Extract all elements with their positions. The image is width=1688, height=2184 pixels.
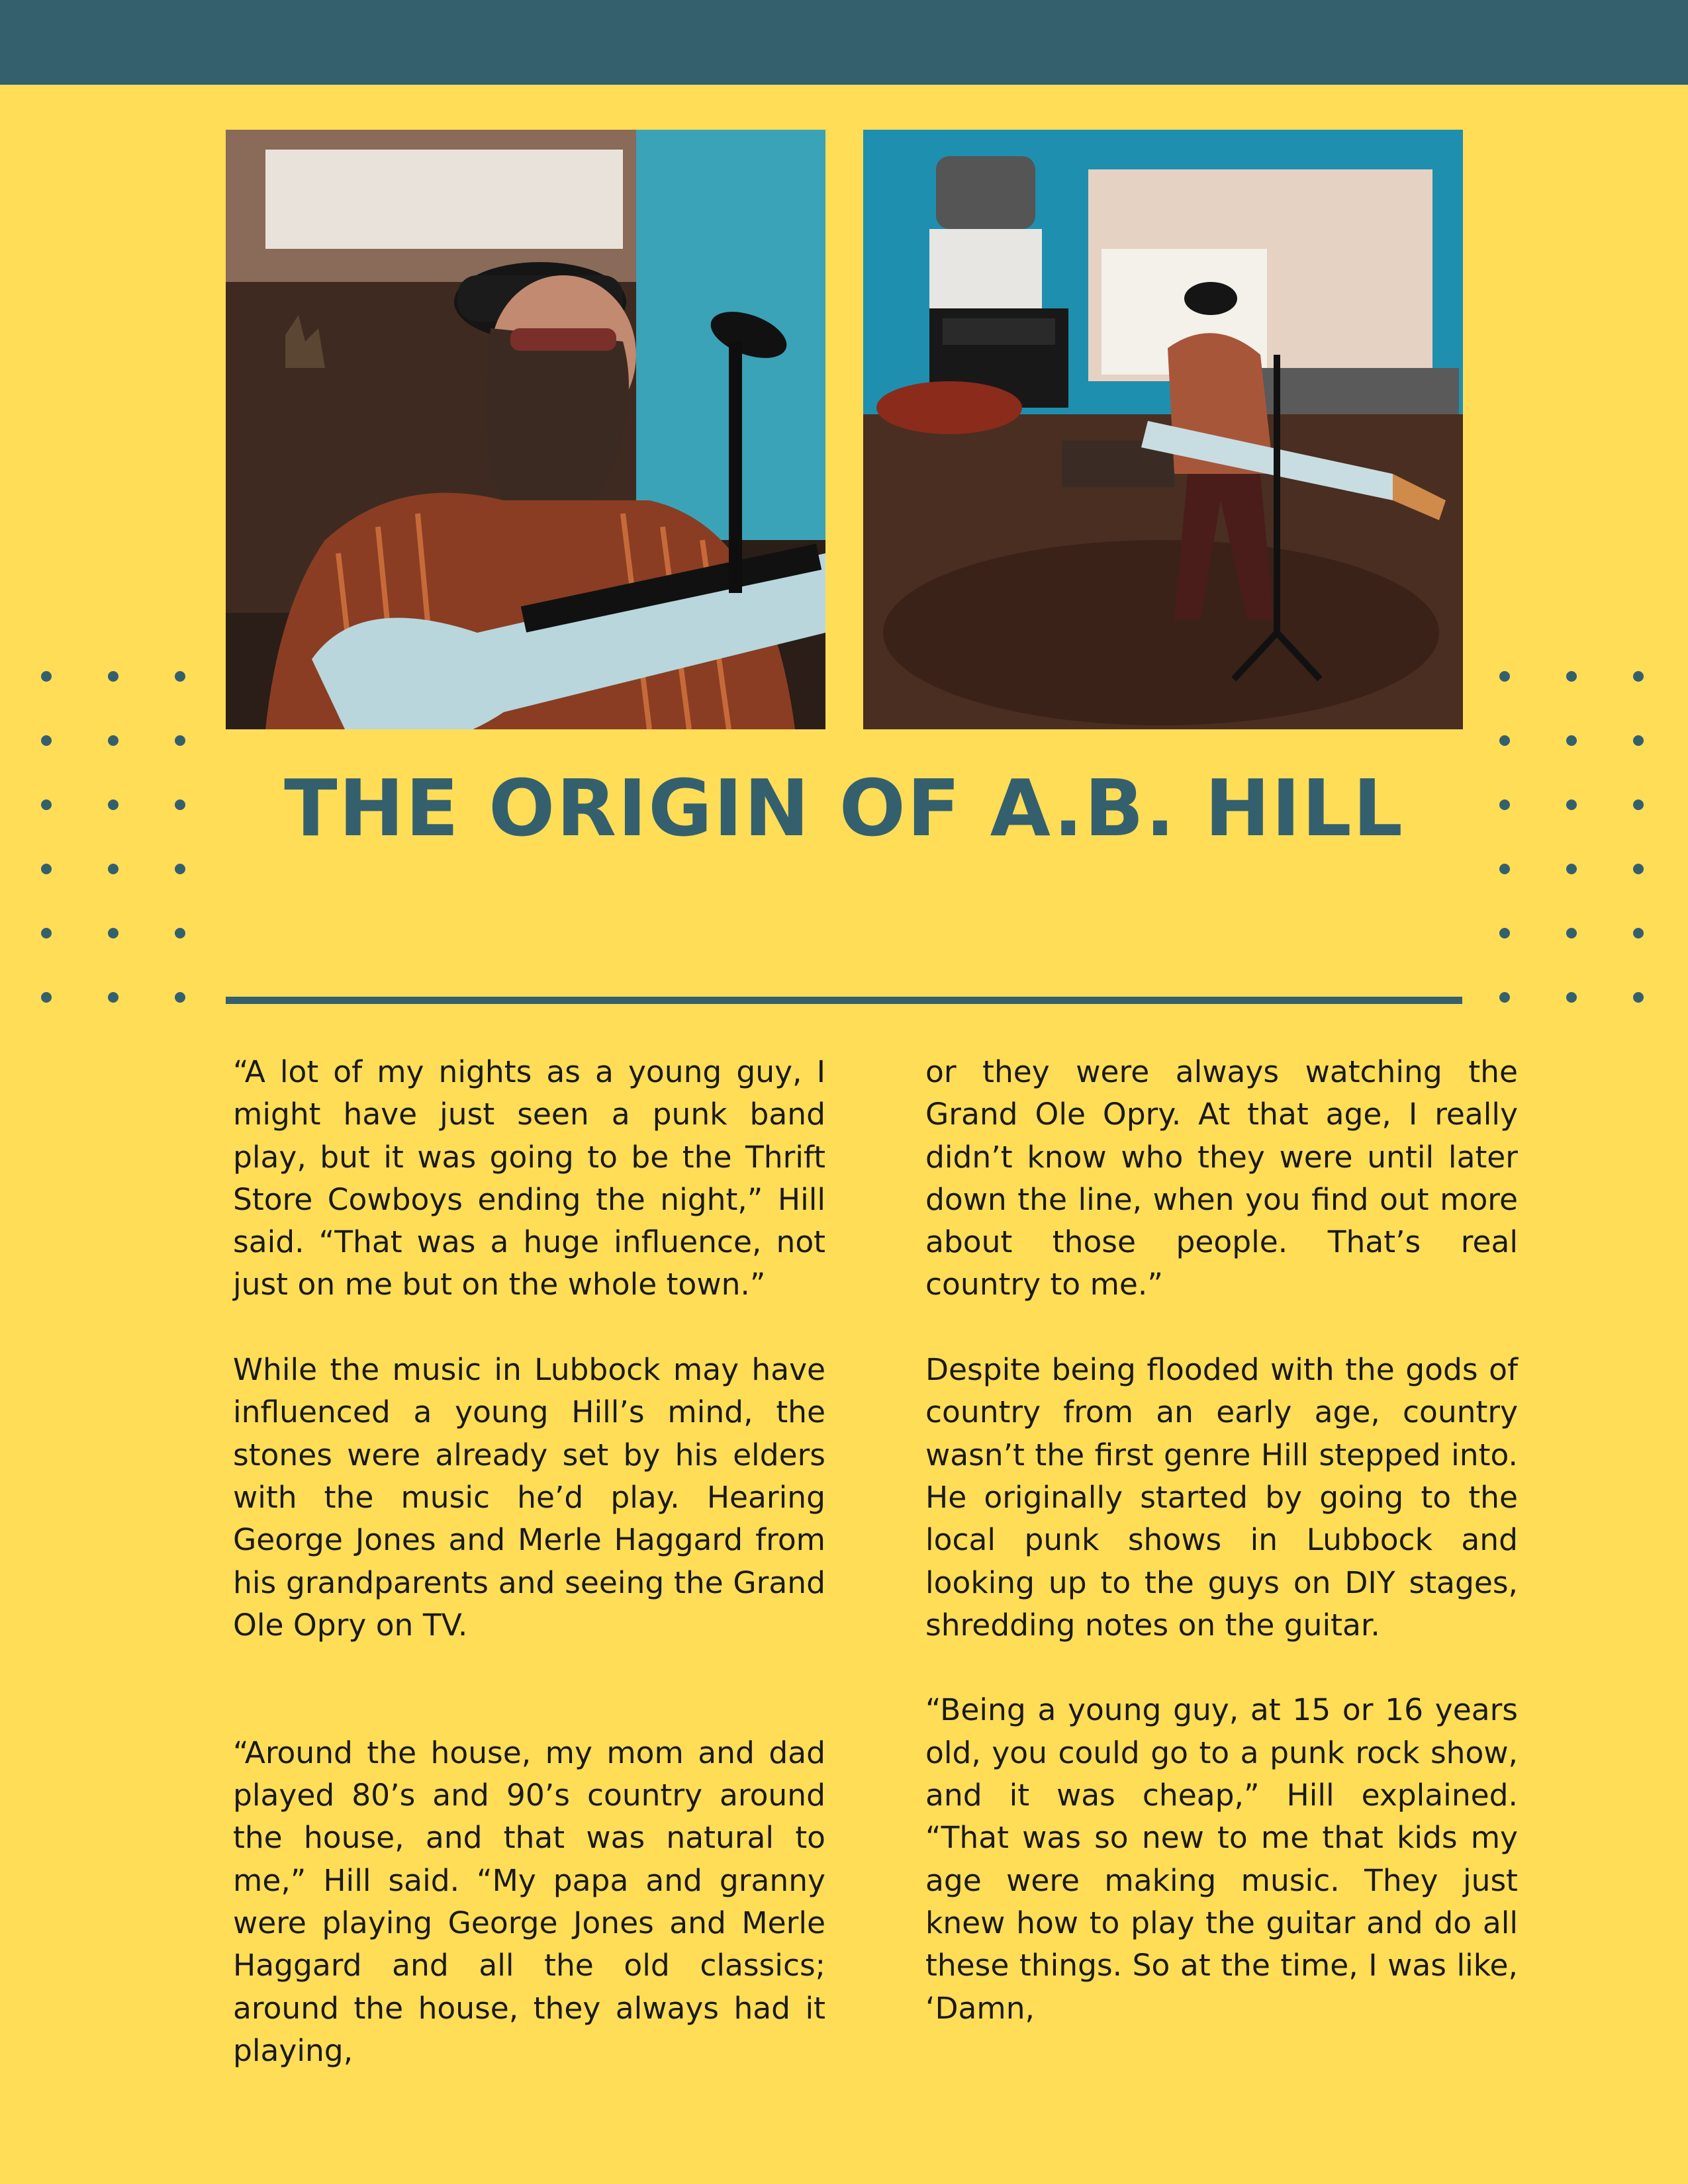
decorative-dot bbox=[108, 735, 118, 746]
paragraph: Despite being flooded with the gods of country from an early age, country wasn’t the first genre Hill stepped into. He originally started by going to the local punk shows in Lubbock and looking up to the guys on DIY stages, shredding notes on the guitar. bbox=[925, 1352, 1518, 1643]
decorative-dot bbox=[1633, 735, 1644, 746]
decorative-dot bbox=[41, 992, 52, 1003]
decorative-dot bbox=[1566, 928, 1577, 938]
decorative-dot bbox=[108, 671, 118, 682]
decorative-dot bbox=[108, 799, 118, 810]
decorative-dot bbox=[1499, 928, 1510, 938]
article-column-left bbox=[233, 1051, 825, 2072]
photo-musician-studio bbox=[863, 130, 1463, 729]
decorative-dot bbox=[1499, 992, 1510, 1003]
decorative-dot bbox=[1566, 799, 1577, 810]
decorative-dot bbox=[175, 864, 185, 874]
decorative-dot bbox=[108, 992, 118, 1003]
decorative-dot bbox=[1499, 735, 1510, 746]
decorative-dot bbox=[41, 864, 52, 874]
decorative-dot bbox=[1633, 799, 1644, 810]
decorative-dot-grid-left bbox=[41, 671, 187, 1002]
decorative-dot bbox=[108, 928, 118, 938]
decorative-dot bbox=[1633, 928, 1644, 938]
decorative-dot bbox=[41, 671, 52, 682]
decorative-dot bbox=[1566, 735, 1577, 746]
paragraph: “Being a young guy, at 15 or 16 years old, you could go to a punk rock show, and it was cheap,” Hill explained. “That was so new to me that kids my age were making music. They just knew how to play the guitar and do all these things. So at the time, I was like, ‘Damn, bbox=[925, 1692, 1518, 2026]
decorative-dot bbox=[1566, 864, 1577, 874]
decorative-dot bbox=[1499, 864, 1510, 874]
decorative-dot bbox=[1633, 671, 1644, 682]
decorative-dot-grid-right bbox=[1499, 671, 1645, 1002]
decorative-dot bbox=[41, 799, 52, 810]
decorative-dot bbox=[1633, 864, 1644, 874]
paragraph: “Around the house, my mom and dad played 80’s and 90’s country around the house, and that was natural to me,” Hill said. “My papa and granny were playing George Jones and Merle Haggard and all the old classics; around the house, they always had it playing, bbox=[233, 1735, 825, 2068]
decorative-dot bbox=[175, 799, 185, 810]
decorative-dot bbox=[41, 735, 52, 746]
paragraph: or they were always watching the Grand Ole Opry. At that age, I really didn’t know who they were until later down the line, when you find out more about those people. That’s real country to me.” bbox=[925, 1054, 1518, 1302]
decorative-dot bbox=[1499, 671, 1510, 682]
decorative-dot bbox=[175, 928, 185, 938]
paragraph: While the music in Lubbock may have influenced a young Hill’s mind, the stones were already set by his elders with the music he’d play. Hearing George Jones and Merle Haggard from his grandparents and seeing the Grand Ole Opry on TV. bbox=[233, 1352, 825, 1643]
paragraph: “A lot of my nights as a young guy, I might have just seen a punk band play, but it was going to be the Thrift Store Cowboys ending the night,” Hill said. “That was a huge influence, not just on me but on the whole town.” bbox=[233, 1054, 825, 1302]
decorative-dot bbox=[1633, 992, 1644, 1003]
top-banner bbox=[0, 0, 1688, 85]
decorative-dot bbox=[41, 928, 52, 938]
decorative-dot bbox=[1566, 992, 1577, 1003]
photo-guitarist-closeup bbox=[226, 130, 825, 729]
title-divider bbox=[226, 997, 1462, 1004]
decorative-dot bbox=[175, 735, 185, 746]
decorative-dot bbox=[175, 992, 185, 1003]
decorative-dot bbox=[108, 864, 118, 874]
decorative-dot bbox=[1499, 799, 1510, 810]
decorative-dot bbox=[175, 671, 185, 682]
decorative-dot bbox=[1566, 671, 1577, 682]
article-column-right bbox=[925, 1051, 1518, 2030]
article-title: THE ORIGIN OF A.B. HILL bbox=[284, 762, 1404, 854]
